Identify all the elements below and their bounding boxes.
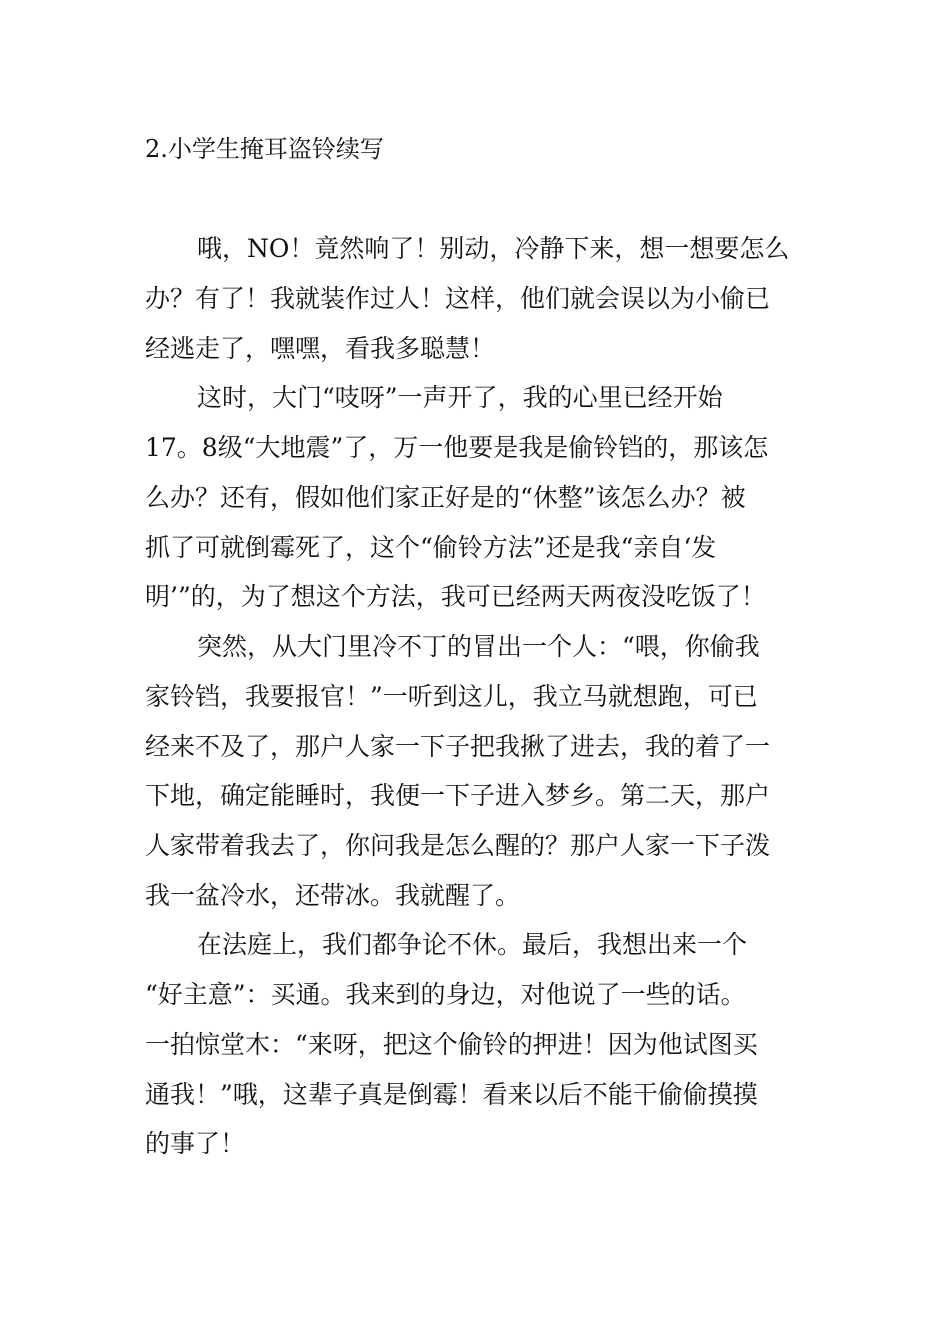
paragraph-line: 人家带着我去了，你问我是怎么醒的？那户人家一下子泼	[145, 831, 771, 860]
paragraph-line: 一拍惊堂木：“来呀，把这个偷铃的押进！因为他试图买	[145, 1030, 758, 1059]
paragraph-line: 通我！”哦，这辈子真是倒霉！看来以后不能干偷偷摸摸	[145, 1080, 758, 1109]
paragraph-line: 哦，NO！竟然响了！别动，冷静下来，想一想要怎么	[197, 234, 790, 263]
paragraph-line: “好主意”：买通。我来到的身边，对他说了一些的话。	[145, 980, 746, 1009]
paragraph-line: 家铃铛，我要报官！”一听到这儿，我立马就想跑，可已	[145, 682, 758, 711]
paragraph-line: 经逃走了，嘿嘿，看我多聪慧！	[145, 334, 496, 363]
paragraph-line: 明’”的，为了想这个方法，我可已经两天两夜没吃饭了！	[145, 582, 766, 611]
paragraph-line: 经来不及了，那户人家一下子把我揪了进去，我的着了一	[145, 732, 771, 761]
paragraph-line: 的事了！	[145, 1129, 246, 1158]
paragraph-line: 突然，从大门里冷不丁的冒出一个人：“喂，你偷我	[197, 632, 760, 661]
paragraph-line: 17。8级“大地震”了，万一他要是我是偷铃铛的，那该怎	[145, 433, 769, 462]
paragraph-line: 我一盆冷水，还带冰。我就醒了。	[145, 881, 521, 910]
document-title: 2.小学生掩耳盗铃续写	[145, 135, 384, 163]
paragraph-line: 抓了可就倒霉死了，这个“偷铃方法”还是我“亲自‘发	[145, 533, 717, 562]
paragraph-line: 在法庭上，我们都争论不休。最后，我想出来一个	[197, 930, 748, 959]
paragraph-line: 办？有了！我就装作过人！这样，他们就会误以为小偷已	[145, 284, 771, 313]
paragraph-line: 么办？还有，假如他们家正好是的“休整”该怎么办？被	[145, 483, 746, 512]
paragraph-line: 这时，大门“吱呀”一声开了，我的心里已经开始	[197, 383, 723, 412]
paragraph-line: 下地，确定能睡时，我便一下子进入梦乡。第二天，那户	[145, 781, 771, 810]
